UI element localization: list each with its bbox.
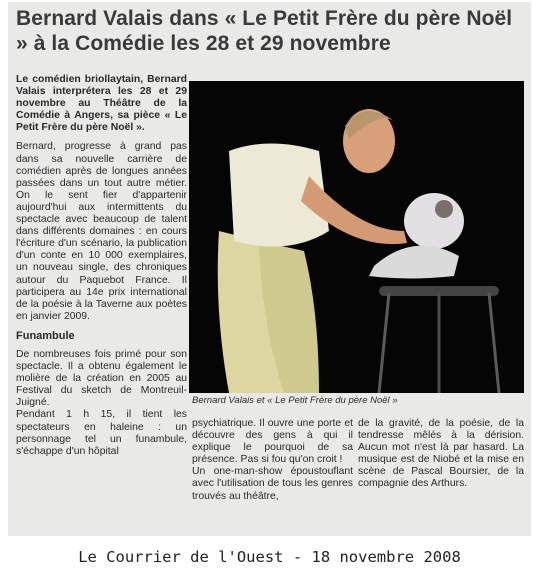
headline: Bernard Valais dans « Le Petit Frère du père Noël » à la Comédie les 28 et 29 novembre — [16, 7, 513, 55]
body-paragraph-2: De nombreuses fois primé pour son spectacle. Il a obtenu également le molière de la création en 2005 au Festival du sketch de Montreuil-Juigné. — [16, 348, 187, 409]
body-paragraph-3: Pendant 1 h 15, il tient les spectateurs en haleine : un personnage tel un funambule, s'échappe d'un hôpital — [16, 409, 187, 457]
body-paragraph-4-continued: de la gravité, de la poésie, de la tendresse mêlés à la dérision. Aucun mot n'est là par hasard. La musique est de Niobé et la mise en scène de Pascal Boursier, de la compagnie des Arthurs. — [358, 418, 524, 490]
article-photo — [189, 81, 524, 393]
right-column — [358, 418, 524, 491]
body-paragraph-1: Bernard, progresse à grand pas dans sa nouvelle carrière de comédien après de longues années passées dans un tout autre métier. On le sent fier d'appartenir aujourd'hui aux intermittents du spectacle avec beaucoup de talent dans différents domaines : en cours l'écriture d'un scénario, la publication d'un conte en 10 000 exemplaires, un nouveau single, des chroniques autour du Paquebot France. Il participera au 14e prix international de la poésie à la Taverne aux poètes en janvier 2009. — [16, 141, 187, 322]
newspaper-clipping — [8, 2, 531, 536]
body-paragraph-4: Un one-man-show époustouflant avec l'utilisation de tous les genres trouvés au théâtre, — [192, 466, 353, 502]
performer-with-puppet-illustration — [189, 81, 524, 393]
photo-caption: Bernard Valais et « Le Petit Frère du père Noël » — [192, 395, 398, 406]
middle-column — [192, 418, 353, 503]
subheading: Funambule — [16, 329, 75, 342]
body-paragraph-3-continued: psychiatrique. Il ouvre une porte et découvre des gens à qui il explique le pourquoi de sa présence. Pas si fou qu'on croit ! — [192, 418, 353, 466]
left-column — [16, 74, 187, 458]
lead-paragraph: Le comédien briollaytain, Bernard Valais interprétera les 28 et 29 novembre au Théâtre de la Comédie à Angers, sa pièce « Le Petit Frère du père Noël ». — [16, 74, 187, 134]
source-footer: Le Courrier de l'Ouest - 18 novembre 2008 — [78, 548, 461, 566]
